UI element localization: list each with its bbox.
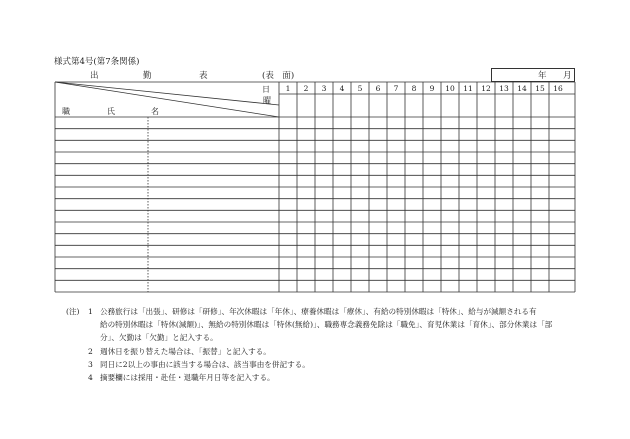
month-label: 月 xyxy=(563,71,572,81)
note-text: 週休日を振り替えた場合は、「振替」と記入する。 xyxy=(100,346,271,356)
header-name-char-1: 職 xyxy=(62,107,70,116)
note-line xyxy=(66,371,586,384)
note-line: 分」、欠勤は「欠勤」と記入する。 xyxy=(100,333,218,343)
year-label: 年 xyxy=(538,71,547,81)
note-line xyxy=(66,358,586,371)
day-number: 10 xyxy=(445,84,455,93)
header-diagonal-weekday xyxy=(55,82,279,105)
day-number: 2 xyxy=(303,84,309,93)
header-diagonal-day xyxy=(55,82,279,117)
note-prefix xyxy=(66,358,88,371)
title-char-2: 勤 xyxy=(143,71,152,81)
header-day-label: 日 xyxy=(262,85,270,94)
day-number: 3 xyxy=(321,84,327,93)
title-char-3: 表 xyxy=(199,71,208,81)
day-number: 7 xyxy=(393,84,399,93)
day-number: 8 xyxy=(411,84,417,93)
day-number: 14 xyxy=(517,84,527,93)
day-number: 4 xyxy=(339,84,345,93)
note-line xyxy=(66,345,586,358)
notes-section xyxy=(66,305,586,384)
day-number: 11 xyxy=(463,84,473,93)
day-number: 16 xyxy=(553,84,563,93)
day-number: 12 xyxy=(481,84,491,93)
day-number: 9 xyxy=(429,84,435,93)
note-text: 摘要欄には採用・赴任・退職年月日等を記入する。 xyxy=(100,373,275,383)
title-char-1: 出 xyxy=(90,71,99,81)
note-number: 1 xyxy=(88,307,93,316)
note-line: 給の特別休暇は「特休(減額)」、無給の特別休暇は「特休(無給)」、職務専念義務免除は「職免」、育児休業は「育休」、部分休業は「部 xyxy=(100,320,553,330)
header-name-char-2: 氏 xyxy=(107,107,115,116)
day-number: 6 xyxy=(375,84,381,93)
note-text: 公務旅行は「出張」、研修は「研修」、年次休暇は「年休」、療養休暇は「療休」、有給の特別休暇は「特休」、給与が減額される有 xyxy=(100,307,537,316)
day-number: 15 xyxy=(535,84,545,93)
note-line xyxy=(66,305,586,318)
form-number-label: 様式第4号(第7条関係) xyxy=(54,57,140,67)
note-number: 4 xyxy=(88,373,93,383)
note-prefix xyxy=(66,371,88,384)
note-number: 2 xyxy=(88,346,93,356)
header-weekday-label: 曜 xyxy=(263,96,271,105)
header-name-char-3: 名 xyxy=(151,107,159,116)
day-number: 1 xyxy=(285,84,291,93)
side-label: (表 面) xyxy=(262,71,295,81)
day-number: 13 xyxy=(499,84,509,93)
note-text: 同日に2以上の事由に該当する場合は、該当事由を併記する。 xyxy=(100,359,310,369)
note-prefix xyxy=(66,345,88,358)
day-number: 5 xyxy=(357,84,363,93)
note-number: 3 xyxy=(88,359,93,369)
note-prefix: (注) xyxy=(66,307,80,316)
